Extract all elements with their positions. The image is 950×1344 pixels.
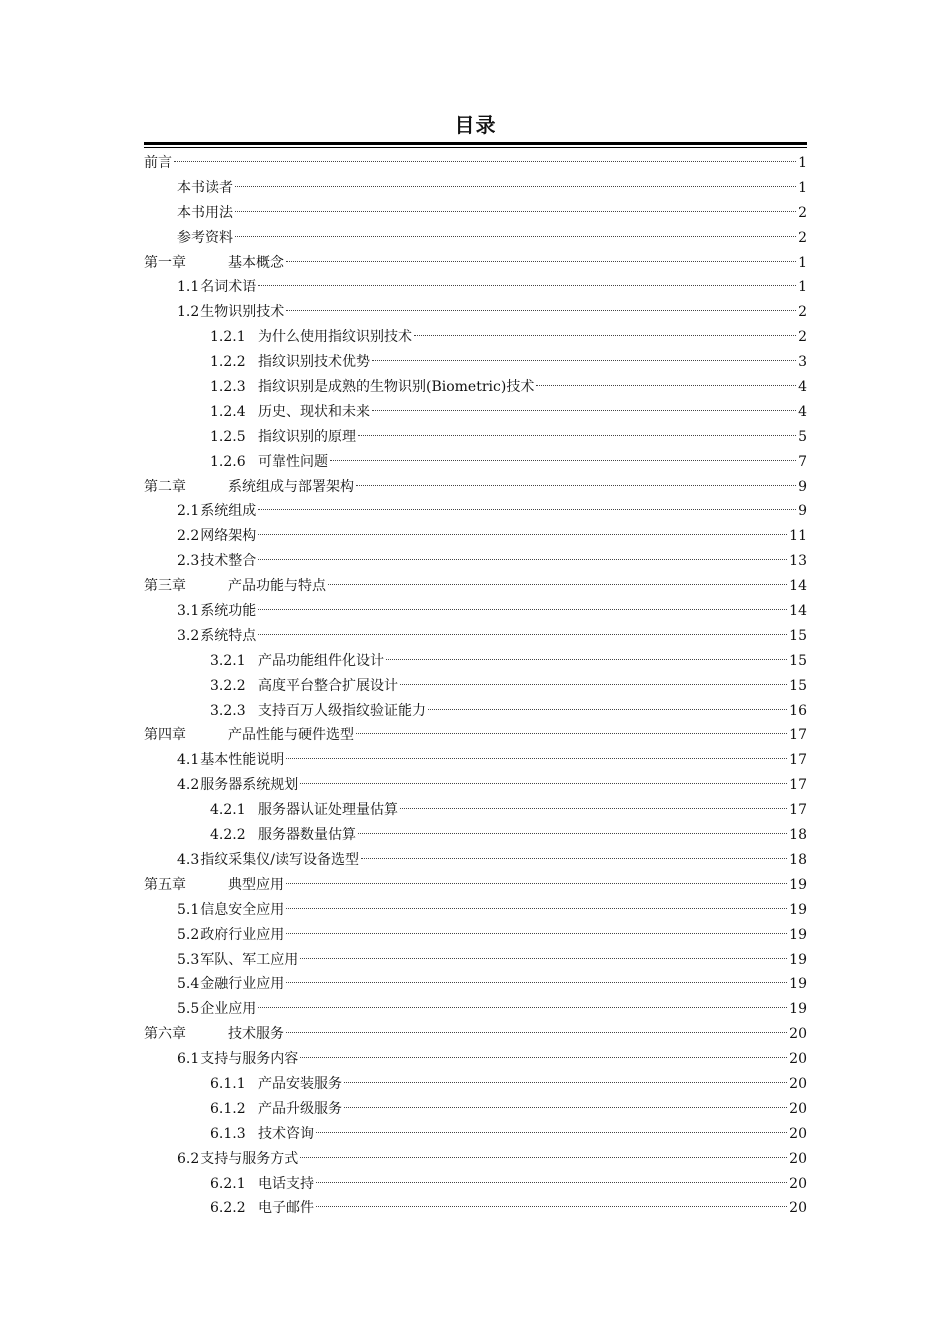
- toc-entry[interactable]: [144, 475, 807, 500]
- toc-entry-page-number: 2: [798, 304, 807, 321]
- toc-entry-label: [177, 898, 284, 923]
- toc-entry-label: [210, 699, 426, 724]
- toc-entry-page-number: 19: [789, 926, 807, 943]
- toc-entry-text: 产品升级服务: [258, 1100, 342, 1117]
- dot-leader: [286, 261, 796, 262]
- toc-entry[interactable]: [144, 275, 807, 300]
- toc-entry-number: 6.1.3: [210, 1125, 246, 1142]
- toc-entry-label: [144, 151, 172, 176]
- title-rule-thin: [144, 147, 807, 148]
- toc-entry-page-number: 9: [798, 478, 807, 495]
- toc-entry-text: 电子邮件: [258, 1200, 314, 1217]
- dot-leader: [286, 982, 787, 983]
- toc-entry[interactable]: [144, 723, 807, 748]
- toc-entry-number: 2.2: [177, 528, 200, 545]
- toc-entry[interactable]: [144, 773, 807, 798]
- toc-entry-text: 名词术语: [200, 279, 257, 296]
- toc-entry-text: 可靠性问题: [258, 453, 328, 470]
- toc-entry-text: 政府行业应用: [200, 926, 285, 943]
- toc-entry-page-number: 1: [798, 179, 807, 196]
- toc-entry-number: 5.1: [177, 901, 200, 918]
- dot-leader: [258, 509, 796, 510]
- toc-entry-label: [210, 350, 370, 375]
- toc-entry-text: 参考资料: [177, 229, 233, 246]
- dot-leader: [286, 883, 787, 884]
- toc-entry[interactable]: [144, 499, 807, 524]
- toc-entry-number: 3.2: [177, 627, 200, 644]
- toc-entry-label: [210, 400, 370, 425]
- toc-entry-text: 支持百万人级指纹验证能力: [258, 702, 426, 719]
- toc-entry[interactable]: [144, 748, 807, 773]
- toc-entry-text: 信息安全应用: [200, 901, 285, 918]
- toc-entry-label: [177, 1047, 298, 1072]
- dot-leader: [400, 808, 787, 809]
- dot-leader: [235, 211, 796, 212]
- toc-entry-text: 企业应用: [200, 1001, 257, 1018]
- toc-entry-text: 产品安装服务: [258, 1075, 342, 1092]
- toc-entry-page-number: 11: [789, 528, 807, 545]
- toc-entry[interactable]: [144, 848, 807, 873]
- toc-entry-label: [177, 748, 284, 773]
- toc-entry-text: 金融行业应用: [200, 976, 285, 993]
- dot-leader: [536, 385, 796, 386]
- toc-entry-number: 1.2: [177, 304, 200, 321]
- toc-entry-page-number: 15: [789, 677, 807, 694]
- toc-entry-text: 生物识别技术: [200, 304, 285, 321]
- toc-entry-page-number: 2: [798, 204, 807, 221]
- toc-entry[interactable]: [144, 325, 807, 350]
- toc-entry-text: 电话支持: [258, 1175, 314, 1192]
- toc-entry-number: 6.2.2: [210, 1200, 246, 1217]
- dot-leader: [300, 1057, 787, 1058]
- toc-entry-label: [177, 300, 284, 325]
- toc-entry-number: 第五章: [144, 876, 186, 893]
- toc-entry-label: [210, 1172, 314, 1197]
- toc-entry-page-number: 4: [798, 403, 807, 420]
- toc-entry[interactable]: [144, 375, 807, 400]
- toc-entry-label: [210, 1122, 314, 1147]
- dot-leader: [372, 410, 796, 411]
- toc-entry-page-number: 16: [789, 702, 807, 719]
- toc-entry-page-number: 15: [789, 627, 807, 644]
- toc-entry-page-number: 3: [798, 354, 807, 371]
- dot-leader: [344, 1082, 787, 1083]
- toc-entry-label: [210, 674, 398, 699]
- toc-entry-number: 第一章: [144, 254, 186, 271]
- toc-entry[interactable]: [144, 1172, 807, 1197]
- toc-entry-page-number: 20: [789, 1175, 807, 1192]
- toc-entry-number: 6.1.1: [210, 1075, 246, 1092]
- toc-title: 目录: [454, 113, 497, 137]
- toc-entry-number: 1.2.4: [210, 403, 246, 420]
- toc-entry-page-number: 17: [789, 802, 807, 819]
- dot-leader: [235, 186, 796, 187]
- toc-entry[interactable]: [144, 1196, 807, 1221]
- toc-entry-number: 4.2.1: [210, 802, 246, 819]
- toc-entry-page-number: 15: [789, 652, 807, 669]
- toc-entry-label: [177, 624, 256, 649]
- toc-entry-text: 为什么使用指纹识别技术: [258, 329, 412, 346]
- dot-leader: [358, 833, 787, 834]
- toc-entry-page-number: 18: [789, 851, 807, 868]
- toc-entry-text: 技术整合: [200, 553, 257, 570]
- toc-entry-text: 技术咨询: [258, 1125, 314, 1142]
- toc-entry-label: [144, 475, 354, 500]
- dot-leader: [300, 783, 787, 784]
- toc-entry-text: 系统组成: [200, 503, 257, 520]
- toc-entry-number: 1.1: [177, 279, 200, 296]
- toc-entry-label: [177, 176, 233, 201]
- toc-entry-number: 第二章: [144, 478, 186, 495]
- toc-entry-number: 6.1.2: [210, 1100, 246, 1117]
- toc-entry-text: 产品性能与硬件选型: [228, 727, 354, 744]
- toc-entry-label: [210, 450, 328, 475]
- toc-entry[interactable]: [144, 699, 807, 724]
- dot-leader: [300, 1157, 787, 1158]
- toc-entry-page-number: 17: [789, 752, 807, 769]
- toc-entry[interactable]: [144, 350, 807, 375]
- toc-entry-number: 6.1: [177, 1051, 200, 1068]
- dot-leader: [356, 485, 796, 486]
- toc-entry-text: 高度平台整合扩展设计: [258, 677, 398, 694]
- toc-entry-page-number: 5: [798, 428, 807, 445]
- toc-entry-page-number: 14: [789, 603, 807, 620]
- toc-entry-text: 指纹识别的原理: [258, 428, 356, 445]
- toc-entry-number: 4.3: [177, 851, 200, 868]
- toc-entry-label: [177, 499, 256, 524]
- toc-entry[interactable]: [144, 1022, 807, 1047]
- dot-leader: [386, 659, 787, 660]
- dot-leader: [358, 435, 796, 436]
- toc-entry[interactable]: [144, 948, 807, 973]
- dot-leader: [428, 709, 787, 710]
- toc-entry-text: 基本概念: [228, 254, 284, 271]
- dot-leader: [316, 1182, 787, 1183]
- dot-leader: [258, 285, 796, 286]
- toc-entry-label: [210, 823, 356, 848]
- toc-entry-label: [210, 1097, 342, 1122]
- toc-entry[interactable]: [144, 823, 807, 848]
- toc-entry-page-number: 19: [789, 976, 807, 993]
- toc-entry-page-number: 20: [789, 1125, 807, 1142]
- toc-entry-number: 第三章: [144, 578, 186, 595]
- toc-entry[interactable]: [144, 425, 807, 450]
- toc-entry-text: 本书读者: [177, 179, 233, 196]
- toc-entry-page-number: 14: [789, 578, 807, 595]
- toc-entry[interactable]: [144, 176, 807, 201]
- dot-leader: [258, 1007, 787, 1008]
- toc-entry-number: 3.2.3: [210, 702, 246, 719]
- toc-entry-page-number: 19: [789, 876, 807, 893]
- dot-leader: [400, 684, 787, 685]
- toc-entry-label: [210, 375, 534, 400]
- dot-leader: [316, 1132, 787, 1133]
- toc-entry-page-number: 7: [798, 453, 807, 470]
- toc-entry-label: [177, 773, 298, 798]
- toc-entry[interactable]: [144, 524, 807, 549]
- toc-entry-number: 4.1: [177, 752, 200, 769]
- toc-entry-text: 基本性能说明: [200, 752, 285, 769]
- toc-entry-label: [177, 275, 256, 300]
- toc-entry-text: 典型应用: [228, 876, 284, 893]
- toc-entry-page-number: 20: [789, 1026, 807, 1043]
- toc-entry-text: 指纹采集仪/读写设备选型: [200, 851, 359, 868]
- toc-entry-page-number: 19: [789, 1001, 807, 1018]
- toc-entry-label: [177, 201, 233, 226]
- toc-entry[interactable]: [144, 151, 807, 176]
- toc-entry-number: 4.2: [177, 777, 200, 794]
- toc-entry-page-number: 13: [789, 553, 807, 570]
- toc-entry-label: [144, 251, 284, 276]
- dot-leader: [300, 958, 787, 959]
- dot-leader: [344, 1107, 787, 1108]
- toc-entry-label: [210, 1196, 314, 1221]
- toc-entry[interactable]: [144, 400, 807, 425]
- dot-leader: [330, 460, 796, 461]
- toc-entry-text: 支持与服务内容: [200, 1051, 299, 1068]
- toc-entry[interactable]: [144, 1147, 807, 1172]
- toc-entry-label: [144, 723, 354, 748]
- toc-entry[interactable]: [144, 226, 807, 251]
- toc-entry-text: 网络架构: [200, 528, 257, 545]
- toc-entry-number: 3.2.2: [210, 677, 246, 694]
- toc-entry-text: 军队、军工应用: [200, 951, 299, 968]
- dot-leader: [258, 559, 787, 560]
- toc-entry[interactable]: [144, 574, 807, 599]
- toc-entry-number: 5.4: [177, 976, 200, 993]
- toc-entry-label: [177, 972, 284, 997]
- toc-entry-label: [177, 599, 256, 624]
- toc-entry[interactable]: [144, 798, 807, 823]
- toc-entry-text: 服务器系统规划: [200, 777, 299, 794]
- toc-entry-label: [210, 425, 356, 450]
- toc-entry-page-number: 1: [798, 155, 807, 171]
- toc-entry-label: [177, 948, 298, 973]
- toc-entry-text: 系统特点: [200, 627, 257, 644]
- toc-entry[interactable]: [144, 599, 807, 624]
- toc-entry-text: 服务器认证处理量估算: [258, 802, 398, 819]
- dot-leader: [286, 758, 787, 759]
- toc-entry-label: [210, 325, 412, 350]
- toc-entry-text: 服务器数量估算: [258, 827, 356, 844]
- toc-entry-text: 前言: [144, 155, 172, 171]
- toc-page: [144, 112, 807, 1221]
- toc-entry[interactable]: [144, 201, 807, 226]
- toc-entry[interactable]: [144, 674, 807, 699]
- toc-entry[interactable]: [144, 923, 807, 948]
- dot-leader: [372, 360, 796, 361]
- toc-entry-number: 第六章: [144, 1026, 186, 1043]
- dot-leader: [258, 634, 787, 635]
- toc-entry[interactable]: [144, 251, 807, 276]
- dot-leader: [286, 1032, 787, 1033]
- toc-entry-number: 5.3: [177, 951, 200, 968]
- toc-entry[interactable]: [144, 549, 807, 574]
- toc-entry-number: 3.1: [177, 603, 200, 620]
- toc-entry-page-number: 17: [789, 777, 807, 794]
- toc-list: [144, 151, 807, 1221]
- toc-entry-page-number: 19: [789, 901, 807, 918]
- dot-leader: [286, 310, 796, 311]
- toc-entry-text: 指纹识别技术优势: [258, 354, 370, 371]
- toc-entry-text: 指纹识别是成熟的生物识别(Biometric)技术: [258, 379, 535, 396]
- dot-leader: [286, 933, 787, 934]
- toc-entry-label: [177, 848, 359, 873]
- toc-entry[interactable]: [144, 898, 807, 923]
- toc-entry-page-number: 1: [798, 279, 807, 296]
- toc-entry[interactable]: [144, 873, 807, 898]
- toc-entry-number: 1.2.3: [210, 379, 246, 396]
- toc-entry-text: 历史、现状和未来: [258, 403, 370, 420]
- toc-entry-text: 支持与服务方式: [200, 1150, 299, 1167]
- toc-entry-label: [177, 226, 233, 251]
- toc-entry-label: [177, 997, 256, 1022]
- toc-entry-label: [177, 549, 256, 574]
- toc-entry-page-number: 20: [789, 1150, 807, 1167]
- toc-entry-label: [144, 1022, 284, 1047]
- toc-entry-page-number: 9: [798, 503, 807, 520]
- dot-leader: [258, 609, 787, 610]
- dot-leader: [361, 858, 787, 859]
- toc-entry-label: [210, 1072, 342, 1097]
- toc-entry[interactable]: [144, 450, 807, 475]
- toc-entry-text: 本书用法: [177, 204, 233, 221]
- toc-entry-text: 系统功能: [200, 603, 257, 620]
- toc-entry-page-number: 17: [789, 727, 807, 744]
- toc-entry-page-number: 1: [798, 254, 807, 271]
- dot-leader: [258, 534, 787, 535]
- toc-entry-label: [210, 649, 384, 674]
- toc-entry-label: [177, 524, 256, 549]
- toc-entry[interactable]: [144, 300, 807, 325]
- toc-entry-label: [210, 798, 398, 823]
- toc-entry[interactable]: [144, 1097, 807, 1122]
- toc-entry-number: 1.2.1: [210, 329, 246, 346]
- toc-entry-label: [177, 1147, 298, 1172]
- toc-entry-page-number: 20: [789, 1051, 807, 1068]
- toc-entry-number: 3.2.1: [210, 652, 246, 669]
- dot-leader: [414, 335, 796, 336]
- toc-entry-page-number: 2: [798, 229, 807, 246]
- toc-entry[interactable]: [144, 1122, 807, 1147]
- dot-leader: [174, 161, 796, 162]
- toc-entry-label: [144, 574, 326, 599]
- dot-leader: [328, 584, 787, 585]
- toc-entry-page-number: 20: [789, 1075, 807, 1092]
- toc-entry-number: 6.2.1: [210, 1175, 246, 1192]
- toc-entry-text: 技术服务: [228, 1026, 284, 1043]
- toc-entry[interactable]: [144, 649, 807, 674]
- toc-entry[interactable]: [144, 997, 807, 1022]
- toc-entry-number: 2.3: [177, 553, 200, 570]
- toc-entry-number: 4.2.2: [210, 827, 246, 844]
- toc-entry-text: 产品功能与特点: [228, 578, 326, 595]
- toc-entry[interactable]: [144, 1072, 807, 1097]
- title-rule-thick: [144, 142, 807, 145]
- toc-entry-number: 1.2.5: [210, 428, 246, 445]
- toc-entry-label: [177, 923, 284, 948]
- toc-entry[interactable]: [144, 1047, 807, 1072]
- toc-entry-number: 5.2: [177, 926, 200, 943]
- dot-leader: [235, 236, 796, 237]
- toc-entry-page-number: 4: [798, 379, 807, 396]
- toc-entry-text: 产品功能组件化设计: [258, 652, 384, 669]
- toc-entry-number: 1.2.2: [210, 354, 246, 371]
- toc-entry-label: [144, 873, 284, 898]
- toc-entry-number: 第四章: [144, 727, 186, 744]
- toc-entry-number: 1.2.6: [210, 453, 246, 470]
- toc-entry-number: 6.2: [177, 1150, 200, 1167]
- toc-entry-page-number: 19: [789, 951, 807, 968]
- toc-entry[interactable]: [144, 624, 807, 649]
- toc-entry-number: 5.5: [177, 1001, 200, 1018]
- toc-entry-number: 2.1: [177, 503, 200, 520]
- dot-leader: [286, 908, 787, 909]
- toc-entry-page-number: 20: [789, 1100, 807, 1117]
- toc-entry[interactable]: [144, 972, 807, 997]
- toc-entry-page-number: 2: [798, 329, 807, 346]
- toc-entry-page-number: 20: [789, 1200, 807, 1217]
- toc-entry-page-number: 18: [789, 827, 807, 844]
- dot-leader: [356, 733, 787, 734]
- dot-leader: [316, 1206, 787, 1207]
- toc-entry-text: 系统组成与部署架构: [228, 478, 354, 495]
